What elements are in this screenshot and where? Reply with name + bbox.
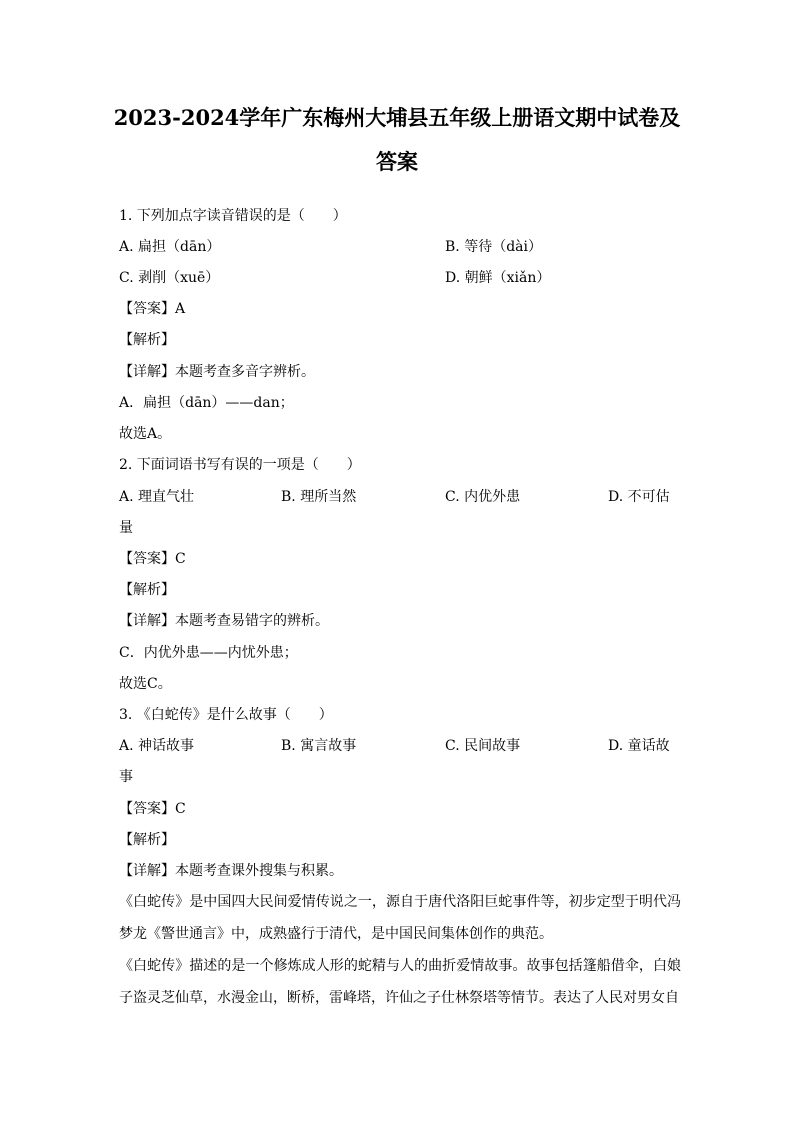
q1-conclusion: 故选A。 xyxy=(119,426,172,442)
title-line-1: 2023-2024学年广东梅州大埔县五年级上册语文期中试卷及 xyxy=(113,105,681,130)
q1-detail: 【详解】本题考查多音字辨析。 xyxy=(119,364,315,380)
q2-detail: 【详解】本题考查易错字的辨析。 xyxy=(119,613,329,629)
q3-paragraph-1: 《白蛇传》是中国四大民间爱情传说之一，源自于唐代洛阳巨蛇事件等，初步定型于明代冯梦龙《警世通言》中，成熟盛行于清代，是中国民间集体创作的典范。 xyxy=(119,894,681,942)
q3-option-d-wrap: 事 xyxy=(119,769,133,785)
q3-option-a: A. 神话故事 xyxy=(119,738,195,754)
q3-stem: 3. 《白蛇传》是什么故事（ ） xyxy=(119,707,333,723)
q2-option-d-wrap: 量 xyxy=(119,520,133,536)
q3-paragraph-2: 《白蛇传》描述的是一个修炼成人形的蛇精与人的曲折爱情故事。故事包括篷船借伞，白娘子盗灵芝仙草，水漫金山，断桥，雷峰塔，许仙之子仕林祭塔等情节。表达了人民对男女自 xyxy=(119,958,681,1006)
title-line-2: 答案 xyxy=(376,149,418,174)
q1-option-d: D. 朝鲜（xiǎn） xyxy=(445,270,551,286)
q2-option-b: B. 理所当然 xyxy=(281,489,357,505)
q3-option-c: C. 民间故事 xyxy=(445,738,521,754)
q3-detail: 【详解】本题考查课外搜集与积累。 xyxy=(119,863,343,879)
q3-option-d: D. 童话故 xyxy=(608,738,670,754)
q3-analysis-label: 【解析】 xyxy=(119,832,175,848)
q1-option-a: A. 扁担（dān） xyxy=(119,239,221,255)
q1-answer: 【答案】A xyxy=(119,301,186,317)
q2-conclusion: 故选C。 xyxy=(119,676,172,692)
q1-option-b: B. 等待（dài） xyxy=(445,239,542,255)
q2-answer: 【答案】C xyxy=(119,551,186,567)
q2-explanation-line: C．内优外患——内忧外患； xyxy=(119,645,298,661)
q1-option-c: C. 剥削（xuē） xyxy=(119,270,220,286)
q1-explanation-line: A．扁担（dān）——dan； xyxy=(119,395,294,411)
q2-stem: 2. 下面词语书写有误的一项是（ ） xyxy=(119,457,361,473)
q1-stem: 1. 下列加点字读音错误的是（ ） xyxy=(119,208,347,224)
q2-option-a: A. 理直气壮 xyxy=(119,489,195,505)
q2-option-c: C. 内优外患 xyxy=(445,489,521,505)
document-title xyxy=(100,96,694,184)
q2-analysis-label: 【解析】 xyxy=(119,582,175,598)
q1-analysis-label: 【解析】 xyxy=(119,332,175,348)
q3-option-b: B. 寓言故事 xyxy=(281,738,357,754)
q3-answer: 【答案】C xyxy=(119,801,186,817)
q2-option-d: D. 不可估 xyxy=(608,489,670,505)
